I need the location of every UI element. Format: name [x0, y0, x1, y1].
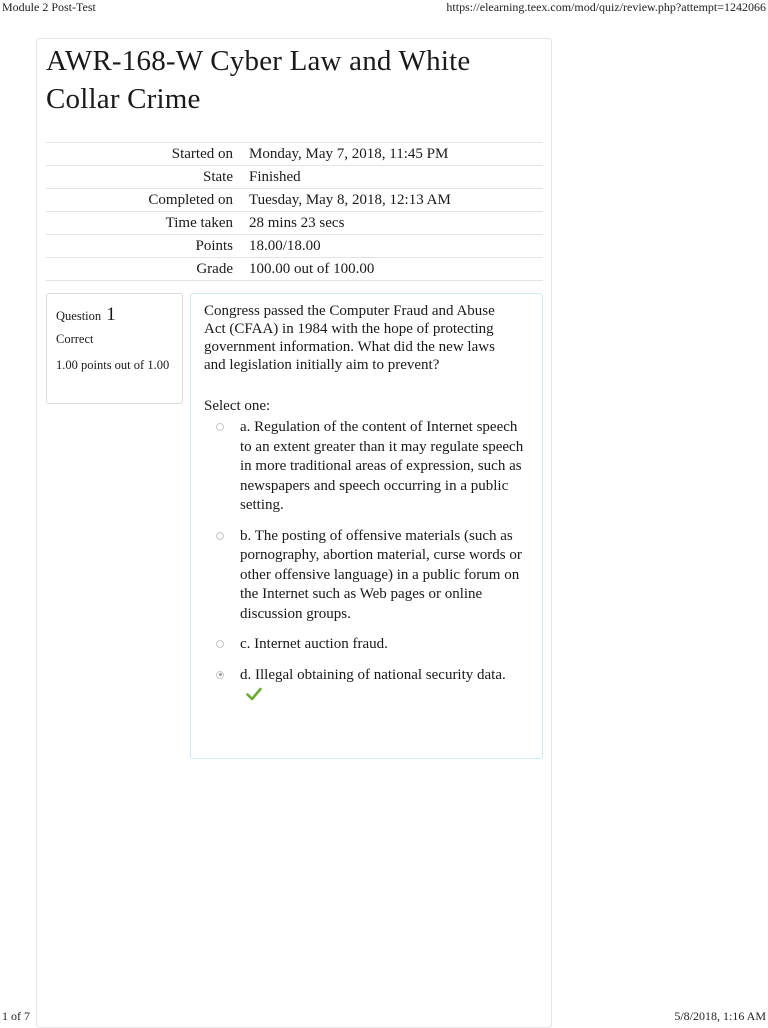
summary-row-time-taken — [46, 212, 543, 235]
summary-row-started — [46, 143, 543, 166]
answer-text-d: d. Illegal obtaining of national security data. — [240, 666, 506, 683]
print-header-title: Module 2 Post-Test — [2, 0, 96, 14]
question-grade: 1.00 points out of 1.00 — [56, 358, 170, 372]
answer-option-c — [216, 635, 530, 655]
summary-value: 18.00/18.00 — [249, 238, 321, 254]
summary-value: Finished — [249, 169, 301, 185]
question-content-panel — [190, 293, 543, 759]
answer-text-a: a. Regulation of the content of Internet speech to an extent greater than it may regulate speech in more traditional areas of expression, such as newspapers and speech occurring in a public setting. — [240, 419, 524, 513]
print-footer-page: 1 of 7 — [2, 1009, 30, 1023]
summary-row-points — [46, 235, 543, 258]
summary-label: Completed on — [148, 192, 233, 208]
summary-row-state — [46, 166, 543, 189]
summary-label: Points — [195, 238, 233, 254]
answer-text-c: c. Internet auction fraud. — [240, 636, 388, 652]
question-number-line — [56, 305, 173, 326]
question-text: Congress passed the Computer Fraud and Abuse Act (CFAA) in 1984 with the hope of protecting government information. What did the new laws and legislation initially aim to prevent? — [204, 303, 495, 373]
answer-option-a — [216, 418, 530, 516]
summary-label: Time taken — [165, 215, 233, 231]
print-header-url: https://elearning.teex.com/mod/quiz/review.php?attempt=1242066 — [446, 0, 766, 14]
answer-text-b: b. The posting of offensive materials (such as pornography, abortion material, curse words or other offensive language) in a public forum on the Internet such as Web pages or online discussion groups. — [240, 527, 522, 622]
answer-radio-a[interactable] — [216, 423, 224, 431]
summary-value: 100.00 out of 100.00 — [249, 261, 375, 277]
answer-option-b — [216, 527, 530, 625]
summary-value: 28 mins 23 secs — [249, 215, 345, 231]
summary-value: Monday, May 7, 2018, 11:45 PM — [249, 146, 449, 162]
answer-prompt: Select one: — [204, 398, 271, 414]
answer-list — [204, 418, 530, 705]
print-footer-datetime: 5/8/2018, 1:16 AM — [674, 1009, 766, 1023]
attempt-summary-table — [46, 142, 543, 281]
question-number: 1 — [106, 304, 116, 325]
question-state: Correct — [56, 332, 94, 346]
summary-label: Grade — [196, 261, 233, 277]
summary-value: Tuesday, May 8, 2018, 12:13 AM — [249, 192, 451, 208]
summary-row-grade — [46, 258, 543, 281]
answer-radio-d[interactable] — [216, 671, 224, 679]
course-title: AWR-168-W Cyber Law and White Collar Crime — [46, 45, 471, 115]
question-label: Question — [56, 309, 102, 323]
answer-radio-b[interactable] — [216, 532, 224, 540]
checkmark-icon — [246, 687, 262, 701]
answer-radio-c[interactable] — [216, 640, 224, 648]
summary-label: State — [203, 169, 233, 185]
answer-option-d — [216, 666, 530, 705]
question-info-panel — [46, 293, 183, 404]
summary-label: Started on — [171, 146, 233, 162]
summary-row-completed — [46, 189, 543, 212]
